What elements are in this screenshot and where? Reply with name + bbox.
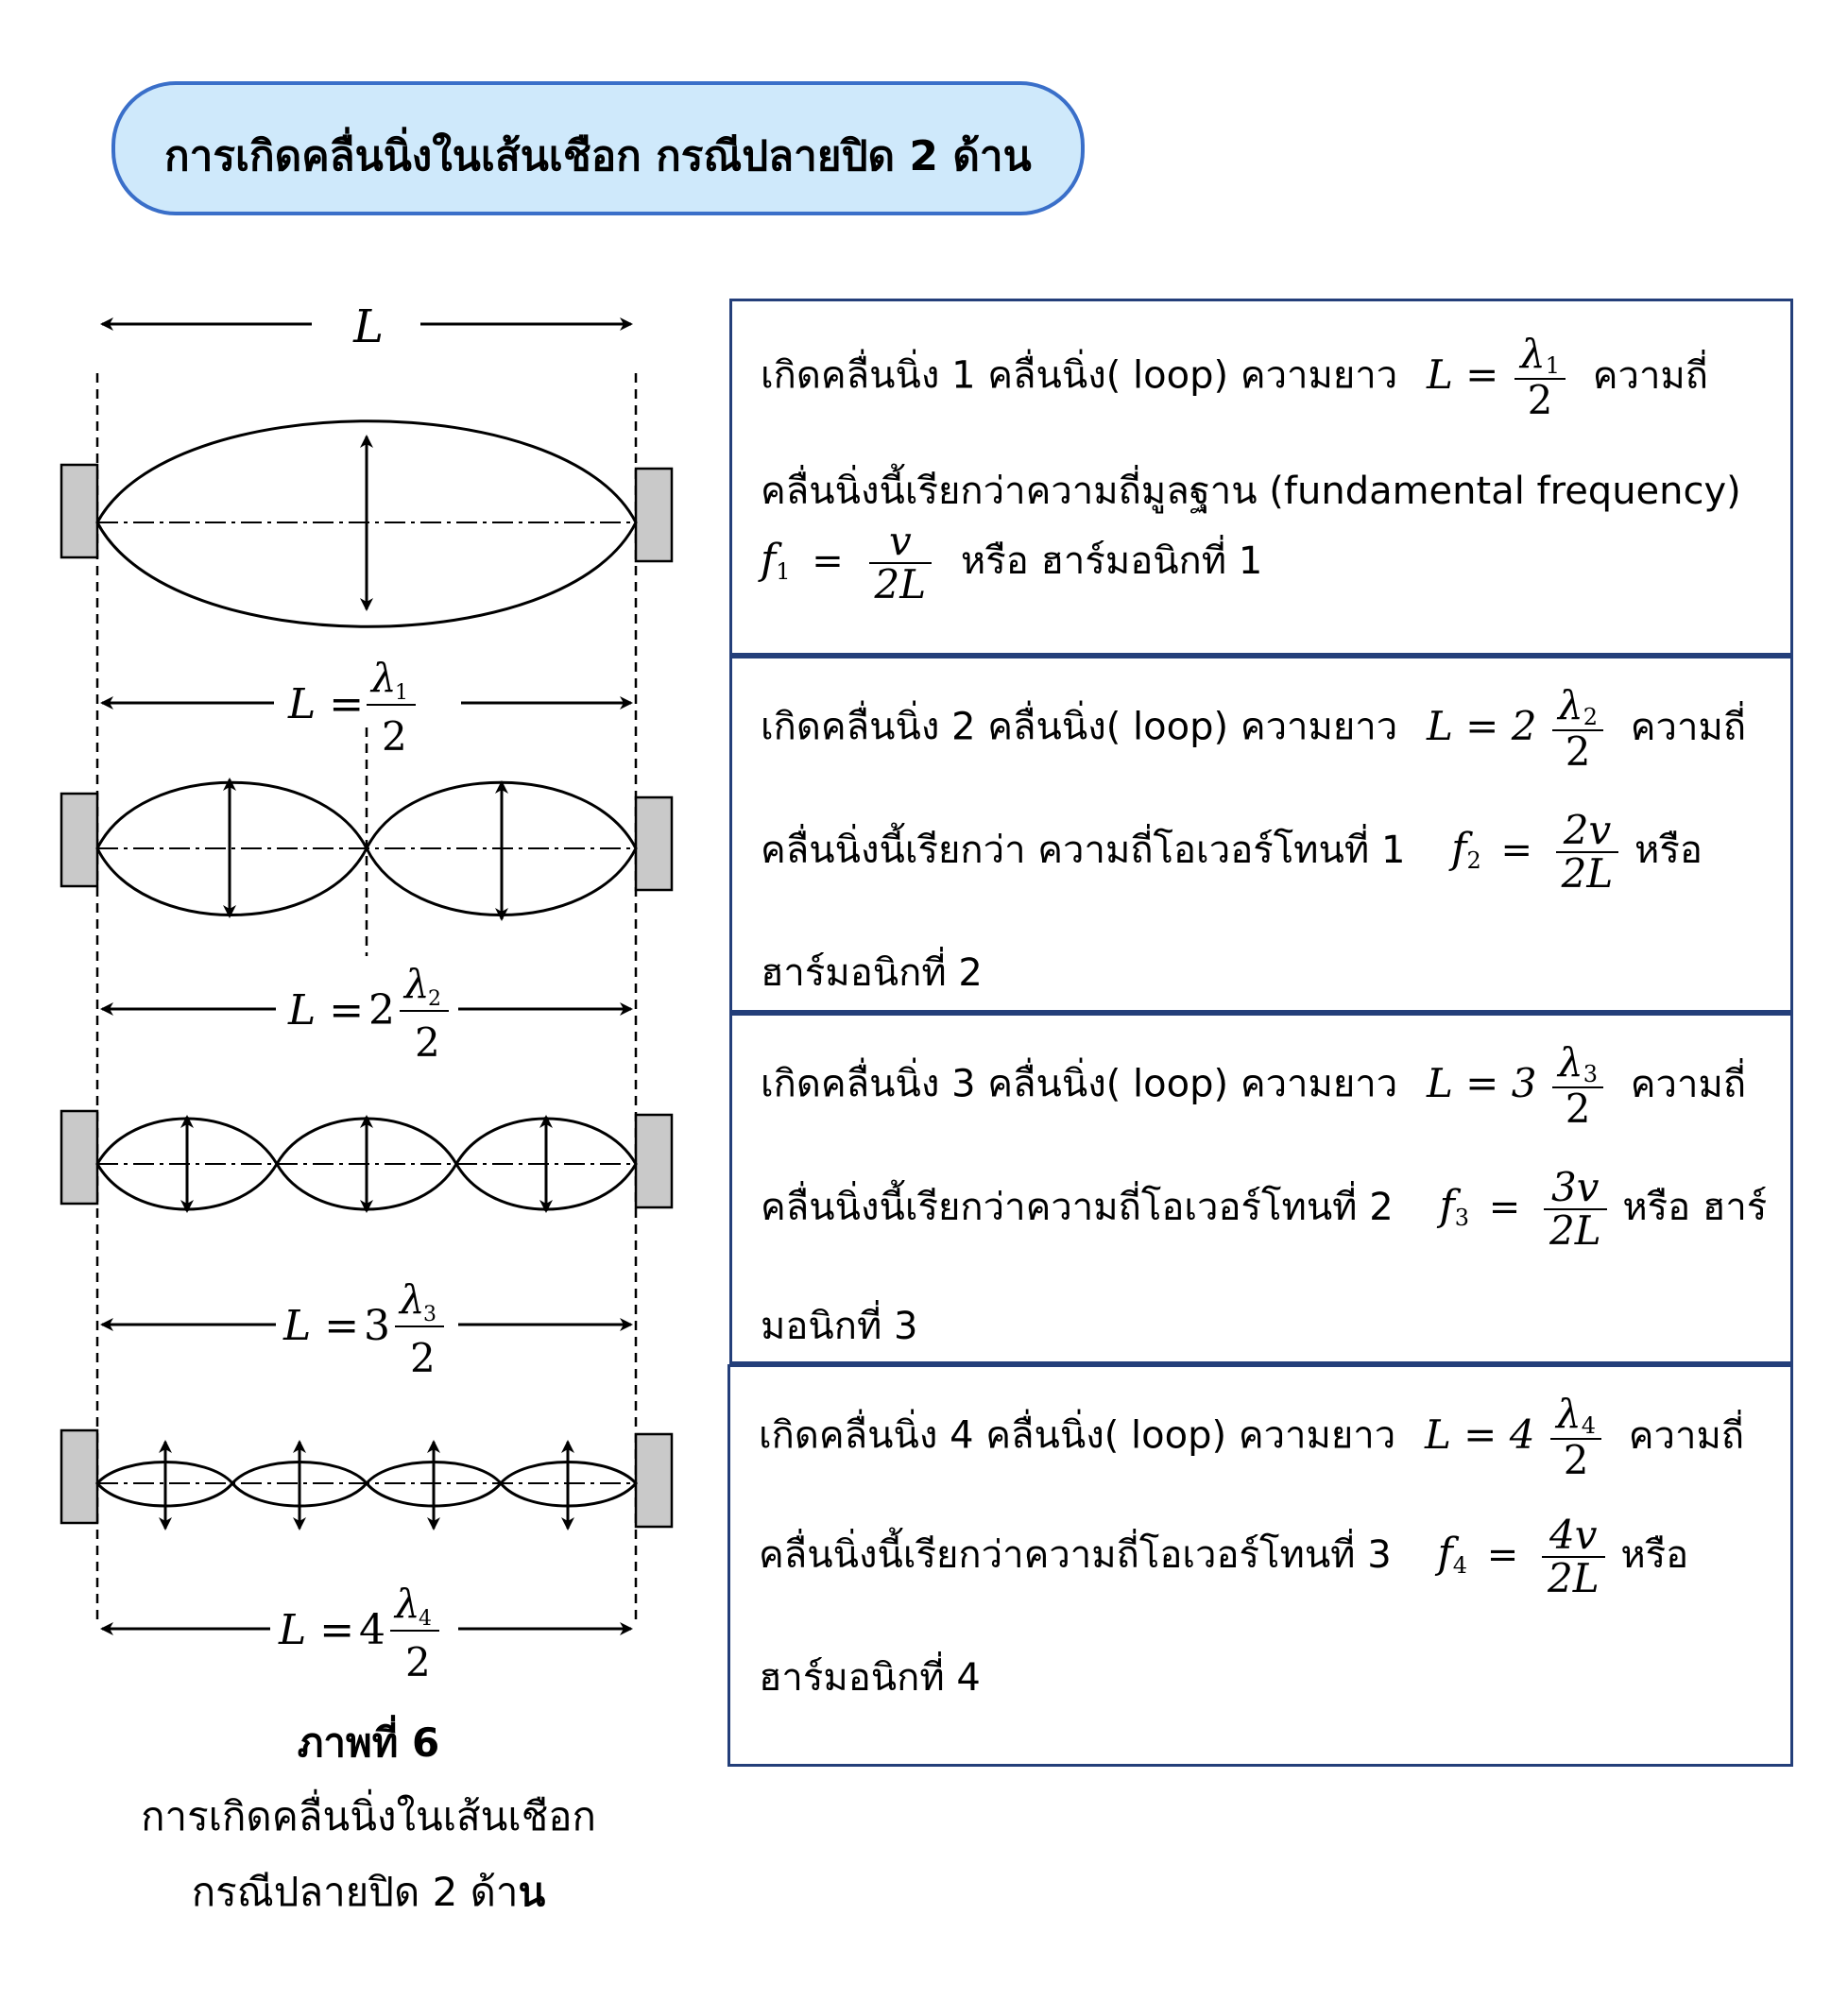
box-3-line-2: คลื่นนิ่งนี้เรียกว่าความถี่โอเวอร์โทนที่ 2 $f_3$ = $\frac{3v}{2L}$ หรือ ฮาร์ — [761, 1164, 1768, 1255]
mode-1-denominator: 2 — [382, 713, 407, 760]
right-support — [636, 469, 672, 561]
box-3-frequency-fraction: $\frac{3v}{2L}$ — [1544, 1167, 1607, 1252]
box-3-length-fraction: $\frac{\lambda_3}{2}$ — [1552, 1042, 1603, 1130]
left-support — [61, 1111, 97, 1204]
mode-1-lambda: λ — [371, 655, 397, 701]
mode-2-dimension — [102, 961, 631, 1066]
box-1-line-1: เกิดคลื่นนิ่ง 1 คลื่นนิ่ง( loop) ความยาว L = $\frac{\lambda_1}{2}$ ความถี่ — [761, 331, 1708, 424]
mode-2-lambda: λ — [404, 961, 430, 1007]
title-banner — [111, 81, 1085, 215]
figure-caption-line-2-bold: น — [518, 1869, 546, 1915]
box-2-length-fraction: $\frac{\lambda_2}{2}$ — [1552, 685, 1603, 773]
box-2-line-3: ฮาร์มอนิกที่ 2 — [761, 951, 983, 995]
box-2-line-2: คลื่นนิ่งนี้เรียกว่า ความถี่โอเวอร์โทนที่ 1 $f_2$ = $\frac{2v}{2L}$ หรือ — [761, 807, 1703, 898]
mode-4-diagram — [61, 1430, 672, 1529]
box-1-length-fraction: $\frac{\lambda_1}{2}$ — [1514, 334, 1566, 421]
mode-3-description-box — [729, 1013, 1793, 1364]
mode-4-lambda: λ — [395, 1581, 420, 1627]
box-1-line-2: คลื่นนิ่งนี้เรียกว่าความถี่มูลฐาน (fundamental frequency) — [761, 470, 1741, 513]
box-1-frequency-fraction: $\frac{v}{2L}$ — [869, 521, 933, 606]
mode-1-description-box — [729, 299, 1793, 656]
mode-4-description-box — [727, 1364, 1793, 1767]
right-support — [636, 1115, 672, 1207]
box-4-length-fraction: $\frac{\lambda_4}{2}$ — [1550, 1394, 1601, 1481]
left-support — [61, 465, 97, 557]
mode-3-diagram — [61, 1111, 672, 1211]
mode-1-dimension-lhs: L = — [288, 680, 365, 728]
mode-3-denominator: 2 — [410, 1335, 436, 1381]
mode-3-lambda: λ — [400, 1276, 425, 1323]
mode-1-diagram — [61, 421, 672, 627]
left-support — [61, 794, 97, 886]
figure-caption-number: ภาพที่ 6 — [297, 1719, 440, 1766]
right-support — [636, 1434, 672, 1527]
box-4-line-2: คลื่นนิ่งนี้เรียกว่าความถี่โอเวอร์โทนที่ 3 $f_4$ = $\frac{4v}{2L}$ หรือ — [759, 1512, 1689, 1602]
mode-2-coefficient: 2 — [368, 986, 395, 1035]
mode-2-diagram — [61, 727, 672, 956]
mode-3-dimension-lhs: L = — [283, 1302, 360, 1350]
right-support — [636, 797, 672, 890]
box-3-line-3: มอนิกที่ 3 — [761, 1305, 918, 1348]
mode-4-dimension-lhs: L = — [279, 1606, 355, 1654]
mode-3-coefficient: 3 — [364, 1302, 390, 1350]
top-dimension-label: L — [353, 300, 384, 353]
mode-2-denominator: 2 — [415, 1019, 440, 1066]
mode-4-dimension — [102, 1581, 631, 1685]
box-1-line-3: $f_1$ = $\frac{v}{2L}$ หรือ ฮาร์มอนิกที่ 1 — [761, 518, 1263, 608]
mode-4-coefficient: 4 — [359, 1606, 385, 1654]
box-4-line-3: ฮาร์มอนิกที่ 4 — [759, 1656, 981, 1700]
mode-2-description-box — [729, 656, 1793, 1013]
mode-3-lambda-index: 3 — [423, 1303, 436, 1326]
standing-wave-figure — [0, 283, 718, 1701]
mode-4-lambda-index: 4 — [419, 1607, 432, 1631]
mode-4-denominator: 2 — [405, 1639, 431, 1685]
mode-1-lambda-index: 1 — [395, 681, 408, 705]
mode-2-dimension-lhs: L = — [288, 986, 365, 1035]
figure-caption-line-1: การเกิดคลื่นนิ่งในเส้นเชือก — [141, 1793, 596, 1839]
figure-caption-line-2 — [0, 1861, 737, 1924]
mode-3-dimension — [102, 1276, 631, 1381]
figure-caption-line-2-main: กรณีปลายปิด 2 ด้า — [191, 1869, 519, 1915]
box-2-frequency-fraction: $\frac{2v}{2L}$ — [1556, 810, 1619, 895]
left-support — [61, 1430, 97, 1523]
mode-2-lambda-index: 2 — [428, 987, 441, 1011]
box-4-frequency-fraction: $\frac{4v}{2L}$ — [1542, 1514, 1605, 1599]
box-3-line-1: เกิดคลื่นนิ่ง 3 คลื่นนิ่ง( loop) ความยาว L = 3 $\frac{\lambda_3}{2}$ ความถี่ — [761, 1039, 1747, 1133]
page-title: การเกิดคลื่นนิ่งในเส้นเชือก กรณีปลายปิด 2 ด้าน — [164, 132, 1032, 180]
box-2-line-1: เกิดคลื่นนิ่ง 2 คลื่นนิ่ง( loop) ความยาว L = 2 $\frac{\lambda_2}{2}$ ความถี่ — [761, 682, 1747, 776]
box-4-line-1: เกิดคลื่นนิ่ง 4 คลื่นนิ่ง( loop) ความยาว L = 4 $\frac{\lambda_4}{2}$ ความถี่ — [759, 1391, 1745, 1484]
